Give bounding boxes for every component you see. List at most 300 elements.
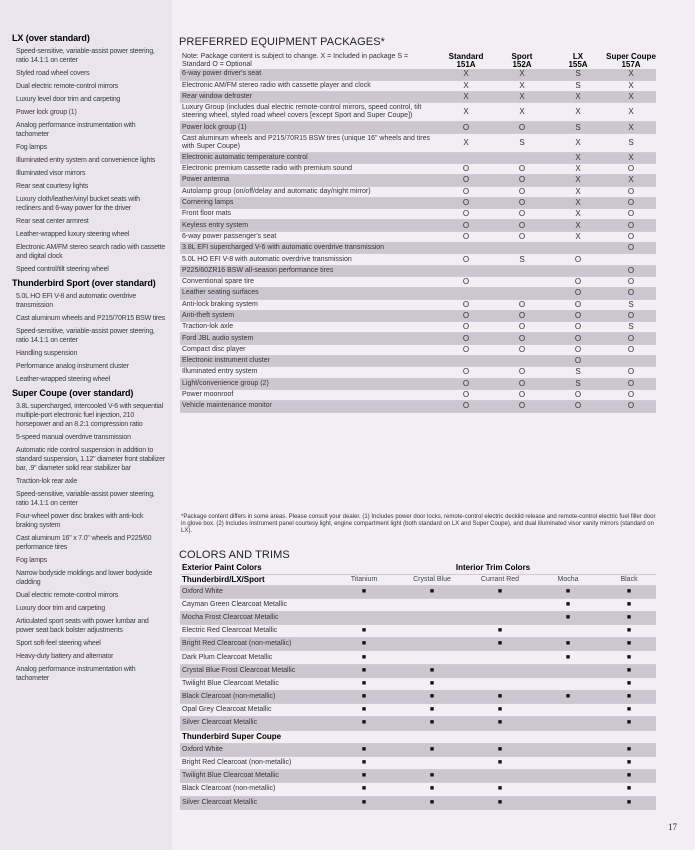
package-row	[180, 186, 656, 197]
package-feature-label: Vehicle maintenance monitor	[180, 401, 438, 412]
package-mark: X	[494, 80, 550, 91]
availability-square-icon: ■	[602, 638, 656, 651]
availability-square-icon: ■	[398, 585, 466, 598]
package-mark: X	[550, 163, 606, 174]
availability-square-icon: ■	[466, 638, 534, 651]
package-mark: O	[606, 231, 656, 242]
package-feature-label: Autolamp group (on/off/delay and automatic day/night mirror)	[180, 186, 438, 197]
empty-cell	[398, 651, 466, 664]
package-feature-label: Luxury Group (includes dual electric remote-control mirrors, speed control, tilt steering wheel, styled road wheel covers [except Sport and Super Coupe])	[180, 103, 438, 122]
package-mark: X	[438, 103, 494, 122]
package-mark	[606, 356, 656, 367]
interior-col: Black	[602, 574, 656, 585]
exterior-color-label: Twilight Blue Clearcoat Metallic	[180, 770, 330, 783]
availability-square-icon: ■	[602, 651, 656, 664]
col-code: 152A	[512, 60, 532, 69]
availability-square-icon: ■	[466, 783, 534, 796]
availability-square-icon: ■	[330, 783, 398, 796]
package-mark: O	[550, 344, 606, 355]
package-mark: X	[550, 209, 606, 220]
color-row	[180, 651, 656, 664]
availability-square-icon: ■	[534, 611, 602, 624]
package-mark: O	[494, 163, 550, 174]
group1-title: Thunderbird/LX/Sport	[180, 574, 330, 585]
package-feature-label: Electronic AM/FM stereo radio with cassette player and clock	[180, 80, 438, 91]
col-name: Super Coupe	[606, 52, 656, 61]
exterior-color-label: Cayman Green Clearcoat Metallic	[180, 598, 330, 611]
package-mark: O	[606, 186, 656, 197]
color-row	[180, 585, 656, 598]
standard-features-column	[0, 0, 172, 850]
package-row	[180, 356, 656, 367]
package-mark: X	[550, 186, 606, 197]
package-mark: O	[606, 333, 656, 344]
package-feature-label: Leather seating surfaces	[180, 288, 438, 299]
package-mark: X	[550, 92, 606, 103]
package-mark: S	[606, 322, 656, 333]
feature-item: Sport soft-feel steering wheel	[16, 640, 101, 647]
package-mark: O	[606, 344, 656, 355]
availability-square-icon: ■	[602, 743, 656, 756]
package-mark: O	[494, 344, 550, 355]
feature-item: Rear seat center armrest	[16, 218, 89, 225]
empty-cell	[398, 756, 466, 769]
package-row	[180, 175, 656, 186]
feature-item: 5.0L HO EFI V-8 and automatic overdrive transmission	[16, 293, 136, 309]
package-mark: O	[550, 254, 606, 265]
empty-cell	[534, 664, 602, 677]
col-name: Standard	[448, 52, 484, 61]
package-mark	[438, 265, 494, 276]
package-mark: O	[438, 209, 494, 220]
empty-cell	[534, 756, 602, 769]
package-mark: X	[550, 175, 606, 186]
empty-cell	[534, 704, 602, 717]
col-name: LX	[572, 52, 584, 61]
exterior-color-label: Oxford White	[180, 743, 330, 756]
availability-square-icon: ■	[398, 664, 466, 677]
package-mark: O	[494, 378, 550, 389]
availability-square-icon: ■	[330, 585, 398, 598]
availability-square-icon: ■	[466, 796, 534, 809]
availability-square-icon: ■	[466, 717, 534, 730]
package-mark: O	[606, 163, 656, 174]
empty-cell	[330, 598, 398, 611]
package-feature-label: Conventional spare tire	[180, 276, 438, 287]
package-mark: O	[494, 333, 550, 344]
package-feature-label: P225/60ZR16 BSW all-season performance tires	[180, 265, 438, 276]
package-mark: O	[606, 209, 656, 220]
packages-note: Note: Package content is subject to change. X = Included in package S = Standard O = Optional	[182, 53, 409, 68]
package-mark: O	[606, 197, 656, 208]
color-row	[180, 625, 656, 638]
package-feature-label: Ford JBL audio system	[180, 333, 438, 344]
package-mark: O	[438, 163, 494, 174]
availability-square-icon: ■	[602, 704, 656, 717]
feature-item: Speed-sensitive, variable-assist power steering, ratio 14.1:1 on center	[16, 48, 155, 64]
feature-item: Electronic AM/FM stereo search radio with cassette and digital clock	[16, 244, 166, 260]
package-feature-label: 6-way power passenger's seat	[180, 231, 438, 242]
availability-square-icon: ■	[466, 704, 534, 717]
package-mark: O	[606, 378, 656, 389]
packages-table-wrap	[180, 53, 695, 413]
package-mark: O	[550, 288, 606, 299]
availability-square-icon: ■	[534, 691, 602, 704]
feature-item: Analog performance instrumentation with tachometer	[16, 666, 136, 682]
package-feature-label: Light/convenience group (2)	[180, 378, 438, 389]
color-row	[180, 796, 656, 809]
package-row	[180, 69, 656, 80]
packages-header-row	[180, 53, 656, 69]
package-mark: X	[606, 92, 656, 103]
package-mark	[494, 152, 550, 163]
package-mark: X	[550, 197, 606, 208]
feature-item: Traction-lok rear axle	[16, 478, 78, 485]
package-row	[180, 209, 656, 220]
colors-header-row	[180, 563, 656, 574]
feature-item: Styled road wheel covers	[16, 70, 90, 77]
feature-section-title: LX (over standard)	[12, 33, 90, 43]
feature-item: Cast aluminum wheels and P215/70R15 BSW tires	[16, 315, 165, 322]
exterior-color-label: Twilight Blue Clearcoat Metallic	[180, 677, 330, 690]
feature-item: Leather-wrapped luxury steering wheel	[16, 231, 130, 238]
package-mark: O	[550, 389, 606, 400]
feature-section-title: Super Coupe (over standard)	[12, 388, 134, 398]
package-mark: S	[606, 299, 656, 310]
availability-square-icon: ■	[602, 717, 656, 730]
availability-square-icon: ■	[534, 651, 602, 664]
package-mark: S	[494, 254, 550, 265]
exterior-color-label: Bright Red Clearcoat (non-metallic)	[180, 756, 330, 769]
color-row	[180, 717, 656, 730]
empty-cell	[330, 611, 398, 624]
availability-square-icon: ■	[330, 664, 398, 677]
availability-square-icon: ■	[398, 796, 466, 809]
exterior-header: Exterior Paint Colors	[180, 563, 330, 574]
empty-cell	[466, 770, 534, 783]
empty-cell	[466, 598, 534, 611]
package-row	[180, 265, 656, 276]
empty-cell	[398, 598, 466, 611]
exterior-color-label: Silver Clearcoat Metallic	[180, 717, 330, 730]
interior-header: Interior Trim Colors	[330, 563, 656, 574]
package-mark: X	[606, 175, 656, 186]
empty-cell	[534, 717, 602, 730]
package-mark: O	[494, 401, 550, 412]
package-mark: O	[606, 389, 656, 400]
package-row	[180, 122, 656, 133]
exterior-color-label: Oxford White	[180, 585, 330, 598]
package-mark	[550, 265, 606, 276]
availability-square-icon: ■	[466, 625, 534, 638]
exterior-color-label: Electric Red Clearcoat Metallic	[180, 625, 330, 638]
availability-square-icon: ■	[466, 756, 534, 769]
package-mark: O	[550, 333, 606, 344]
package-feature-label: Electronic automatic temperature control	[180, 152, 438, 163]
package-mark: O	[438, 122, 494, 133]
col-sport	[494, 53, 550, 69]
package-mark: X	[438, 69, 494, 80]
availability-square-icon: ■	[398, 743, 466, 756]
package-row	[180, 310, 656, 321]
feature-item: Speed-sensitive, variable-assist power steering, ratio 14.1:1 on center	[16, 491, 155, 507]
package-mark: O	[438, 231, 494, 242]
colors-table	[180, 563, 656, 810]
package-mark: O	[438, 389, 494, 400]
colors-rows	[180, 563, 656, 809]
package-feature-label: Illuminated entry system	[180, 367, 438, 378]
feature-item: Dual electric remote-control mirrors	[16, 83, 119, 90]
package-mark: X	[550, 103, 606, 122]
package-feature-label: Cornering lamps	[180, 197, 438, 208]
exterior-color-label: Silver Clearcoat Metallic	[180, 796, 330, 809]
color-row	[180, 704, 656, 717]
exterior-color-label: Crystal Blue Frost Clearcoat Metallic	[180, 664, 330, 677]
package-mark: S	[606, 133, 656, 152]
package-mark	[606, 254, 656, 265]
package-mark: O	[606, 367, 656, 378]
availability-square-icon: ■	[466, 743, 534, 756]
feature-item: Luxury cloth/leather/vinyl bucket seats with recliners and 6-way power for the driver	[16, 196, 140, 212]
package-mark: O	[494, 389, 550, 400]
package-mark: O	[438, 344, 494, 355]
package-mark: O	[494, 186, 550, 197]
package-mark	[438, 243, 494, 254]
feature-item: 3.8L supercharged, intercooled V-6 with sequential multiple-port electronic fuel injection, 210 horsepower and an 8.2:1 compression ratio	[16, 403, 163, 428]
package-mark: O	[438, 322, 494, 333]
availability-square-icon: ■	[398, 691, 466, 704]
package-mark: X	[494, 103, 550, 122]
feature-item: Luxury door trim and carpeting	[16, 605, 105, 612]
empty-cell	[534, 783, 602, 796]
packages-title: PREFERRED EQUIPMENT PACKAGES*	[179, 36, 386, 48]
package-row	[180, 401, 656, 412]
package-mark: O	[606, 276, 656, 287]
package-mark: O	[550, 276, 606, 287]
package-mark: X	[494, 69, 550, 80]
package-mark: O	[550, 299, 606, 310]
package-mark: S	[550, 378, 606, 389]
package-feature-label: 6-way power driver's seat	[180, 69, 438, 80]
feature-item: Power lock group (1)	[16, 109, 77, 116]
package-mark: O	[606, 220, 656, 231]
color-row	[180, 664, 656, 677]
package-mark	[438, 152, 494, 163]
package-feature-label: Keyless entry system	[180, 220, 438, 231]
package-mark: O	[606, 310, 656, 321]
package-mark: O	[438, 276, 494, 287]
package-mark: O	[494, 299, 550, 310]
empty-cell	[534, 625, 602, 638]
package-mark: O	[550, 310, 606, 321]
packages-footnote: *Package content differs in some areas. Please consult your dealer. (1) Includes power door locks, remote-control electric decklid release and remote-control electric fuel filler door in glove box. (2) Includes instrument panel courtesy light, engine compartment light (both standard on LX and Super Coupe), and dual illuminated visor vanity mirrors (standard on LX).	[181, 514, 656, 534]
availability-square-icon: ■	[466, 691, 534, 704]
availability-square-icon: ■	[330, 638, 398, 651]
feature-item: Handling suspension	[16, 350, 78, 357]
package-mark: O	[438, 367, 494, 378]
availability-square-icon: ■	[602, 611, 656, 624]
availability-square-icon: ■	[330, 756, 398, 769]
package-row	[180, 322, 656, 333]
feature-item: Analog performance instrumentation with tachometer	[16, 122, 136, 138]
package-feature-label: 3.8L EFI supercharged V-6 with automatic overdrive transmission	[180, 243, 438, 254]
empty-cell	[466, 664, 534, 677]
availability-square-icon: ■	[602, 756, 656, 769]
package-mark	[494, 288, 550, 299]
package-feature-label: Cast aluminum wheels and P215/70R15 BSW tires (unique 16" wheels and tires with Super Coupe)	[180, 133, 438, 152]
package-mark: S	[494, 133, 550, 152]
availability-square-icon: ■	[330, 796, 398, 809]
package-mark: X	[550, 133, 606, 152]
package-mark: X	[606, 152, 656, 163]
color-row	[180, 677, 656, 690]
package-row	[180, 197, 656, 208]
package-mark: X	[494, 92, 550, 103]
group1-header-row	[180, 574, 656, 585]
package-row	[180, 103, 656, 122]
feature-item: Dual electric remote-control mirrors	[16, 592, 119, 599]
package-row	[180, 333, 656, 344]
col-code: 155A	[568, 60, 588, 69]
package-feature-label: Anti-theft system	[180, 310, 438, 321]
feature-item: Rear seat courtesy lights	[16, 183, 89, 190]
package-feature-label: Traction-lok axle	[180, 322, 438, 333]
package-feature-label: 5.0L HO EFI V-8 with automatic overdrive transmission	[180, 254, 438, 265]
availability-square-icon: ■	[330, 743, 398, 756]
exterior-color-label: Bright Red Clearcoat (non-metallic)	[180, 638, 330, 651]
empty-cell	[534, 796, 602, 809]
col-name: Sport	[511, 52, 533, 61]
feature-item: Automatic ride control suspension in addition to standard suspension, 1.12" diameter front stabilizer bar, .9" diameter solid rear stabilizer bar	[16, 447, 165, 472]
package-feature-label: Compact disc player	[180, 344, 438, 355]
color-row	[180, 743, 656, 756]
availability-square-icon: ■	[330, 651, 398, 664]
package-mark: X	[550, 152, 606, 163]
exterior-color-label: Dark Plum Clearcoat Metallic	[180, 651, 330, 664]
package-mark: O	[438, 333, 494, 344]
exterior-color-label: Black Clearcoat (non-metallic)	[180, 783, 330, 796]
availability-square-icon: ■	[602, 664, 656, 677]
empty-cell	[466, 677, 534, 690]
package-mark: X	[606, 122, 656, 133]
availability-square-icon: ■	[330, 677, 398, 690]
package-row	[180, 378, 656, 389]
feature-item: Illuminated entry system and convenience lights	[16, 157, 156, 164]
package-row	[180, 231, 656, 242]
feature-item: Heavy-duty battery and alternator	[16, 653, 114, 660]
package-row	[180, 276, 656, 287]
feature-item: Cast aluminum 16" x 7.0" wheels and P225/60 performance tires	[16, 535, 152, 551]
availability-square-icon: ■	[602, 783, 656, 796]
package-mark: X	[438, 80, 494, 91]
package-row	[180, 344, 656, 355]
package-feature-label: Electronic instrument cluster	[180, 356, 438, 367]
package-row	[180, 133, 656, 152]
feature-item: Fog lamps	[16, 144, 47, 151]
empty-cell	[398, 611, 466, 624]
exterior-color-label: Black Clearcoat (non-metallic)	[180, 691, 330, 704]
feature-item: 5-speed manual overdrive transmission	[16, 434, 131, 441]
package-feature-label: Front floor mats	[180, 209, 438, 220]
empty-cell	[534, 743, 602, 756]
package-feature-label: Anti-lock braking system	[180, 299, 438, 310]
availability-square-icon: ■	[602, 598, 656, 611]
package-mark: X	[550, 231, 606, 242]
feature-item: Performance analog instrument cluster	[16, 363, 129, 370]
interior-col: Mocha	[534, 574, 602, 585]
package-mark: O	[438, 197, 494, 208]
availability-square-icon: ■	[602, 625, 656, 638]
col-standard	[438, 53, 494, 69]
empty-cell	[466, 651, 534, 664]
package-mark	[438, 288, 494, 299]
package-mark: O	[494, 367, 550, 378]
package-mark: X	[606, 103, 656, 122]
package-mark: X	[606, 80, 656, 91]
package-mark: X	[550, 220, 606, 231]
col-code: 157A	[621, 60, 641, 69]
availability-square-icon: ■	[534, 638, 602, 651]
group2-title: Thunderbird Super Coupe	[180, 730, 656, 743]
color-row	[180, 598, 656, 611]
package-feature-label: Electronic premium cassette radio with premium sound	[180, 163, 438, 174]
package-mark: O	[606, 401, 656, 412]
package-mark	[550, 243, 606, 254]
availability-square-icon: ■	[330, 770, 398, 783]
package-mark: O	[606, 265, 656, 276]
availability-square-icon: ■	[330, 691, 398, 704]
package-mark: O	[494, 220, 550, 231]
package-mark: O	[438, 220, 494, 231]
package-mark: O	[438, 378, 494, 389]
package-mark: X	[606, 69, 656, 80]
availability-square-icon: ■	[398, 770, 466, 783]
package-row	[180, 299, 656, 310]
package-mark: O	[438, 310, 494, 321]
feature-item: Speed control/tilt steering wheel	[16, 266, 109, 273]
feature-item: Articulated sport seats with power lumbar and power seat back bolster adjustments	[16, 618, 149, 634]
interior-col: Currant Red	[466, 574, 534, 585]
empty-cell	[534, 677, 602, 690]
group2-header-row	[180, 730, 656, 743]
package-mark: O	[550, 401, 606, 412]
package-mark: S	[550, 122, 606, 133]
package-mark: O	[550, 356, 606, 367]
availability-square-icon: ■	[602, 691, 656, 704]
col-code: 151A	[456, 60, 476, 69]
empty-cell	[466, 611, 534, 624]
availability-square-icon: ■	[466, 585, 534, 598]
package-mark: O	[494, 310, 550, 321]
package-mark: O	[494, 209, 550, 220]
feature-item: Illuminated visor mirrors	[16, 170, 86, 177]
package-mark: O	[494, 231, 550, 242]
package-row	[180, 92, 656, 103]
availability-square-icon: ■	[398, 704, 466, 717]
exterior-color-label: Opal Grey Clearcoat Metallic	[180, 704, 330, 717]
package-mark: O	[494, 322, 550, 333]
availability-square-icon: ■	[330, 717, 398, 730]
package-mark: X	[438, 133, 494, 152]
empty-cell	[534, 770, 602, 783]
availability-square-icon: ■	[330, 625, 398, 638]
availability-square-icon: ■	[534, 585, 602, 598]
package-mark: O	[438, 186, 494, 197]
availability-square-icon: ■	[602, 585, 656, 598]
empty-cell	[398, 625, 466, 638]
feature-item: Luxury level door trim and carpeting	[16, 96, 121, 103]
package-feature-label: Power moonroof	[180, 389, 438, 400]
